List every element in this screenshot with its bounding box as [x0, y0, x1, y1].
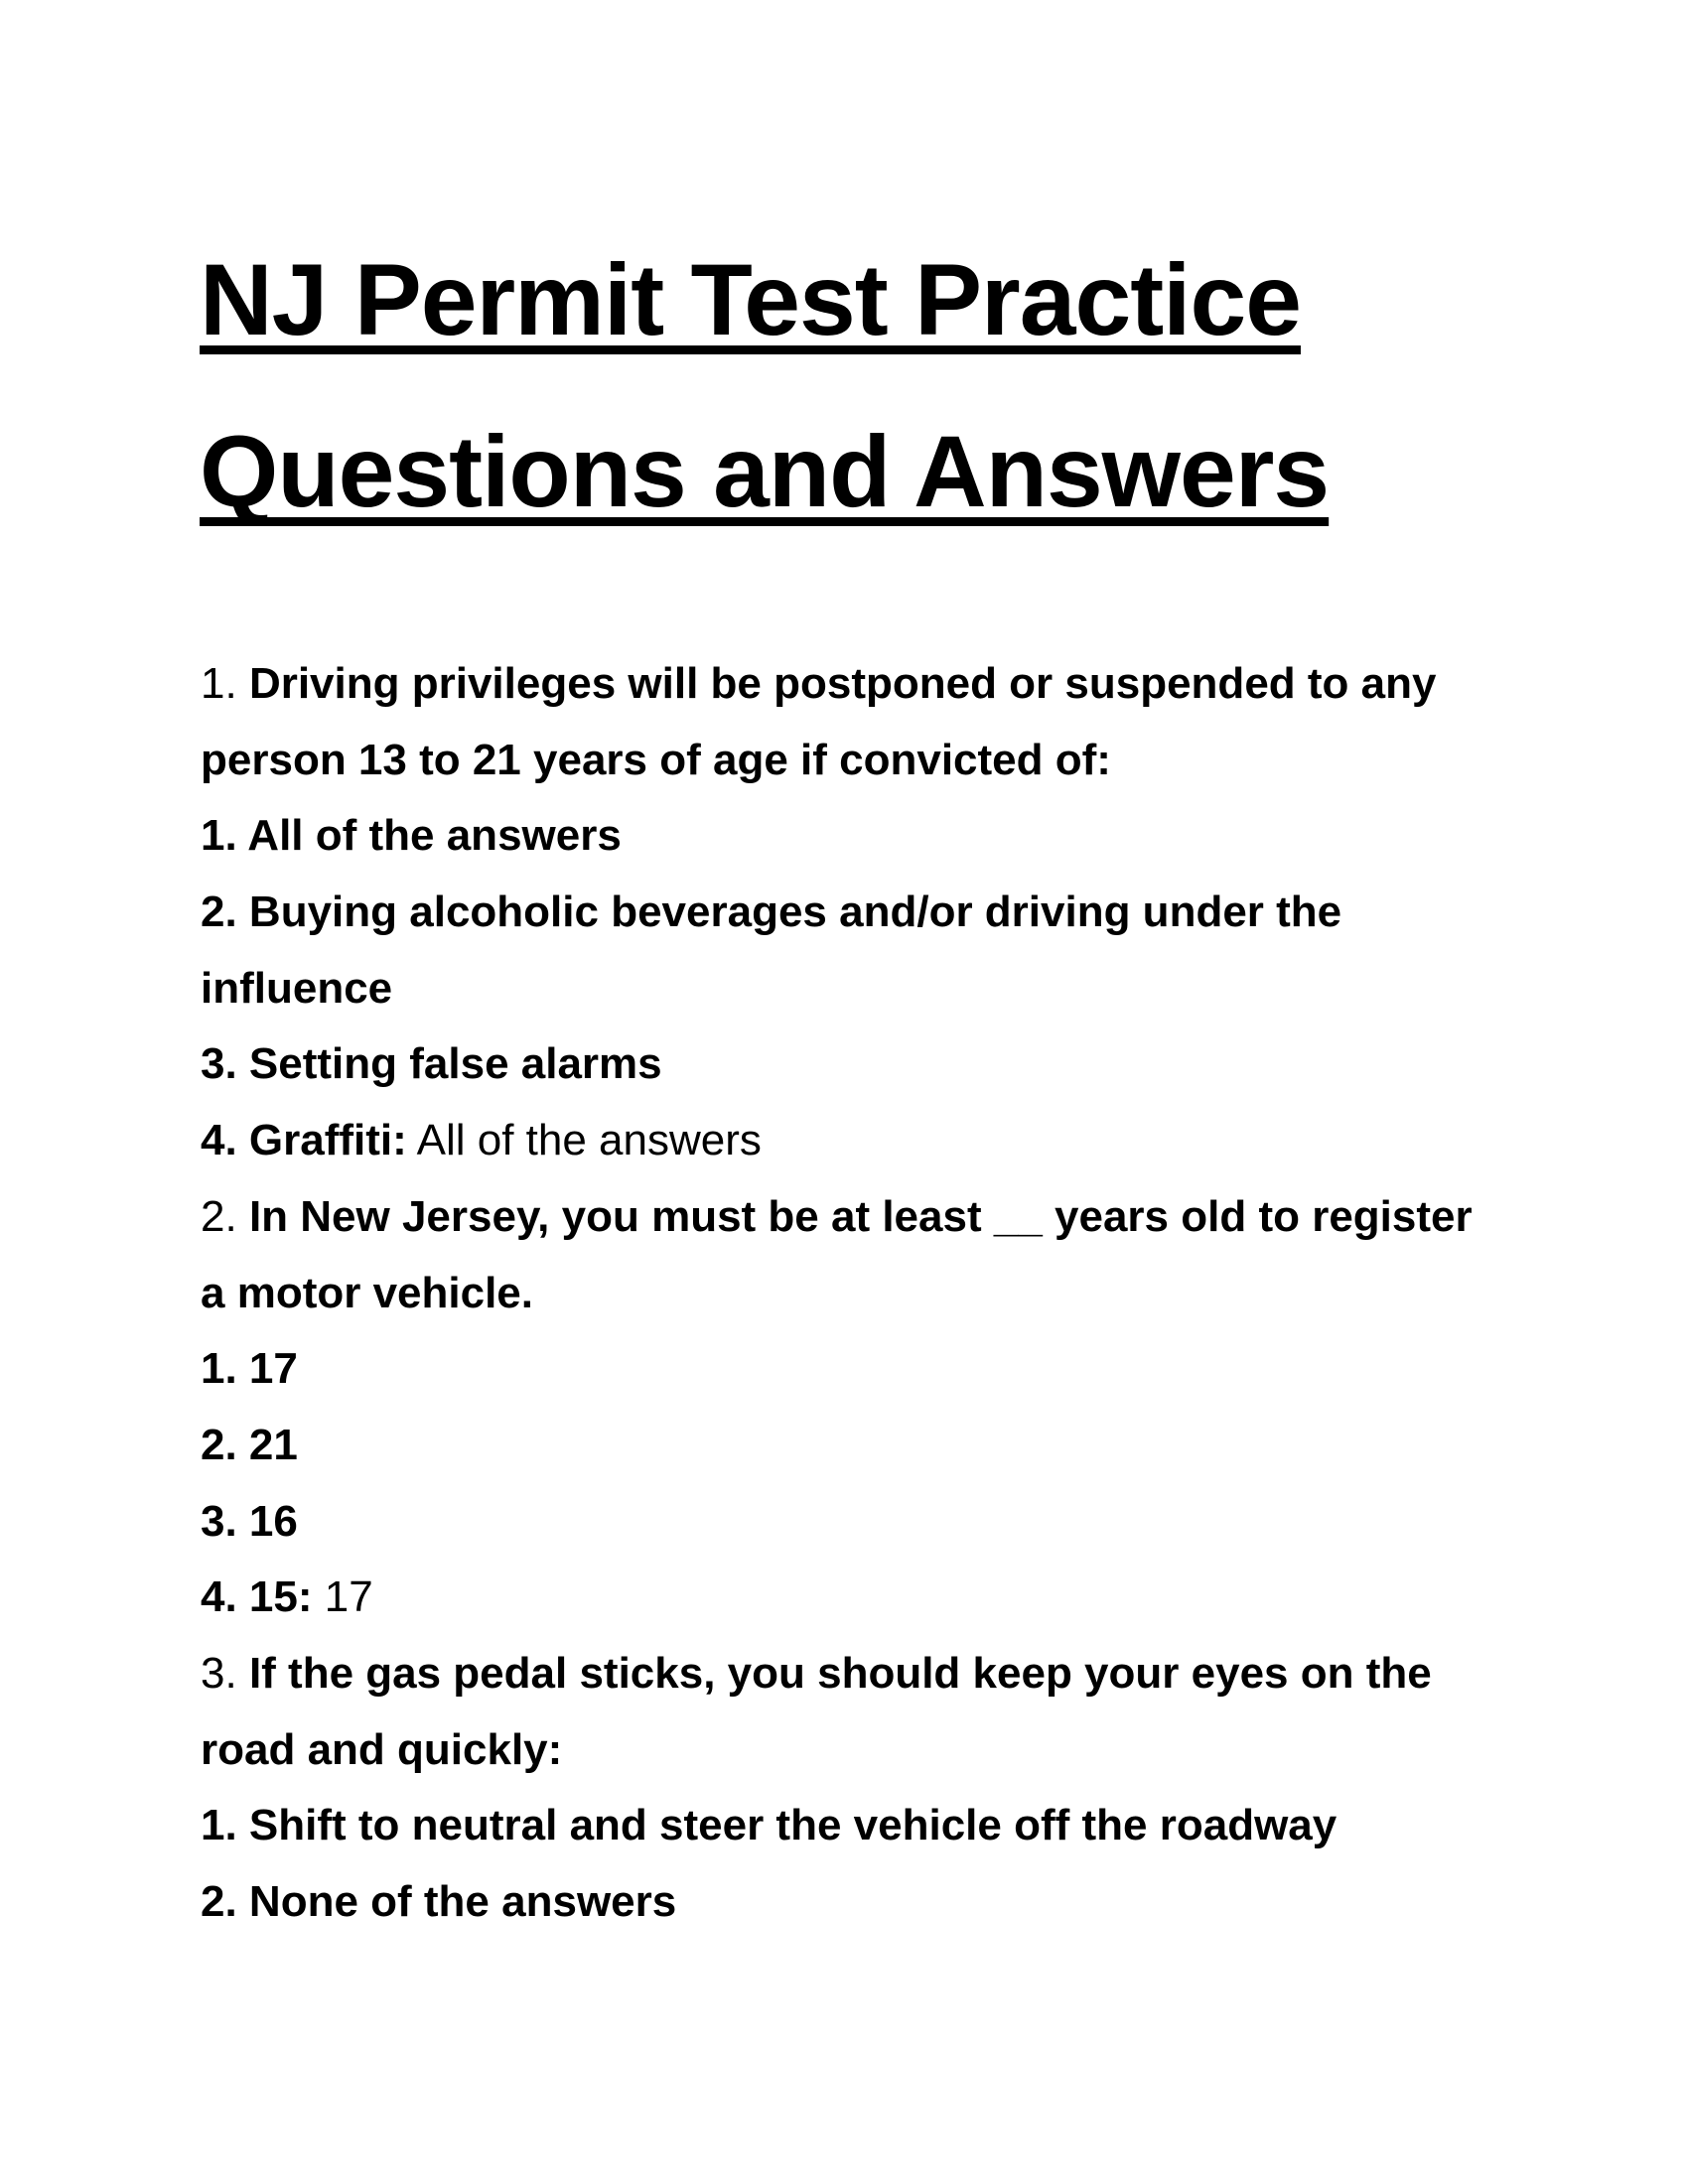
option-text: influence [201, 963, 393, 1013]
question-text: person 13 to 21 years of age if convicted of: [201, 735, 1111, 784]
answer-text: All of the answers [416, 1116, 762, 1165]
option-text: 4. 15: [201, 1572, 313, 1622]
option-text: 1. 17 [201, 1344, 298, 1394]
option-text: 1. Shift to neutral and steer the vehicle off the roadway [201, 1801, 1337, 1850]
question-number: 1. [201, 659, 237, 708]
option-text: 3. 16 [201, 1496, 298, 1546]
question-1-option-3 [201, 1026, 1591, 1103]
option-text: 4. Graffiti: [201, 1116, 407, 1165]
question-1-line-1 [201, 646, 1591, 723]
question-2-line-2 [201, 1256, 1591, 1332]
question-text: Driving privileges will be postponed or suspended to any [248, 659, 1437, 708]
question-1-option-4 [201, 1103, 1591, 1179]
option-text: 2. Buying alcoholic beverages and/or driving under the [201, 887, 1342, 937]
question-text: In New Jersey, you must be at least __ years old to register [248, 1191, 1473, 1241]
question-3-line-2 [201, 1712, 1591, 1789]
question-1-option-2 [201, 875, 1591, 951]
option-text: 2. None of the answers [201, 1877, 677, 1926]
question-number: 2. [201, 1191, 237, 1241]
question-2-option-2 [201, 1408, 1591, 1484]
answer-text: 17 [324, 1572, 373, 1622]
question-2-option-3 [201, 1484, 1591, 1561]
option-text: 1. All of the answers [201, 811, 622, 861]
option-text: 3. Setting false alarms [201, 1039, 662, 1089]
question-1-line-2 [201, 723, 1591, 799]
question-text: a motor vehicle. [201, 1268, 534, 1317]
questions-list [201, 646, 1591, 1941]
question-3-line-1 [201, 1636, 1591, 1712]
question-3-option-2 [201, 1864, 1591, 1941]
question-2-option-4 [201, 1560, 1591, 1636]
page-title-line-2: Questions and Answers [200, 415, 1330, 528]
question-text: If the gas pedal sticks, you should keep your eyes on the [248, 1648, 1432, 1698]
page-title-line-1: NJ Permit Test Practice [200, 243, 1301, 356]
question-1-option-1 [201, 798, 1591, 875]
option-text: 2. 21 [201, 1420, 298, 1469]
question-2-option-1 [201, 1331, 1591, 1408]
question-1-option-2-cont [201, 951, 1591, 1027]
question-3-option-1 [201, 1788, 1591, 1864]
question-2-line-1 [201, 1179, 1591, 1256]
question-number: 3. [201, 1648, 237, 1698]
question-text: road and quickly: [201, 1724, 563, 1774]
